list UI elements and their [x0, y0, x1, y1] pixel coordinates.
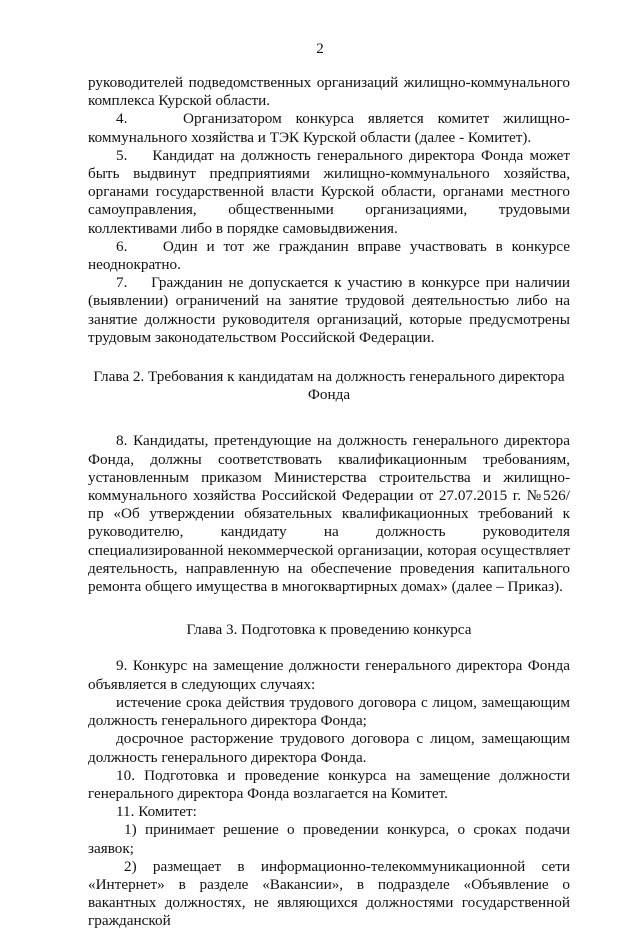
- paragraph-7: 7. Гражданин не допускается к участию в конкурсе при наличии (выявлении) ограничений на занятие трудовой деятельностью либо на занятие должности руководителя организаций, которые предусмотрены трудовым законодательством Российской Федерации.: [88, 274, 570, 346]
- paragraph-8: 8. Кандидаты, претендующие на должность генерального директора Фонда, должны соответствовать квалификационным требованиям, установленным приказом Министерства строительства и жилищно-коммунального хозяйства Российской Федерации от 27.07.2015 г. №526/пр «Об утверждении обязательных квалификационных требований к руководителю, кандидату на должность руководителя специализированной некоммерческой организации, которая осуществляет деятельность, направленную на обеспечение проведения капитального ремонта общего имущества в многоквартирных домах» (далее – Приказ).: [88, 432, 570, 596]
- paragraph-9: 9. Конкурс на замещение должности генерального директора Фонда объявляется в следующих случаях:: [88, 657, 570, 693]
- paragraph-11: 11. Комитет:: [116, 803, 197, 821]
- paragraph-4: 4. Организатором конкурса является комитет жилищно-коммунального хозяйства и ТЭК Курской области (далее - Комитет).: [88, 110, 570, 146]
- list-item-1: 1) принимает решение о проведении конкурса, о сроках подачи заявок;: [88, 821, 570, 857]
- document-body: [88, 74, 570, 931]
- chapter-2-heading: Глава 2. Требования к кандидатам на должность генерального директора Фонда: [93, 368, 565, 404]
- paragraph-6: 6. Один и тот же гражданин вправе участвовать в конкурсе неоднократно.: [88, 237, 570, 274]
- paragraph-continuation: руководителей подведомственных организаций жилищно-коммунального комплекса Курской области.: [88, 74, 570, 110]
- case-item-1: истечение срока действия трудового договора с лицом, замещающим должность генерального директора Фонда;: [88, 693, 570, 730]
- list-item-2: 2) размещает в информационно-телекоммуникационной сети «Интернет» в разделе «Вакансии», в подразделе «Объявление о вакантных должностях, не являющихся должностями государственной гражданской: [88, 857, 570, 930]
- page-number: 2: [316, 40, 324, 57]
- chapter-3-heading: Глава 3. Подготовка к проведению конкурса: [186, 621, 472, 639]
- paragraph-5: 5. Кандидат на должность генерального директора Фонда может быть выдвинут предприятиями жилищно-коммунального хозяйства, органами государственной власти Курской области, органами местного самоуправления, общественными организациями, трудовыми коллективами либо в порядке самовыдвижения.: [88, 146, 570, 237]
- case-item-2: досрочное расторжение трудового договора с лицом, замещающим должность генерального директора Фонда.: [88, 730, 570, 766]
- paragraph-10: 10. Подготовка и проведение конкурса на замещение должности генерального директора Фонда возлагается на Комитет.: [88, 766, 570, 802]
